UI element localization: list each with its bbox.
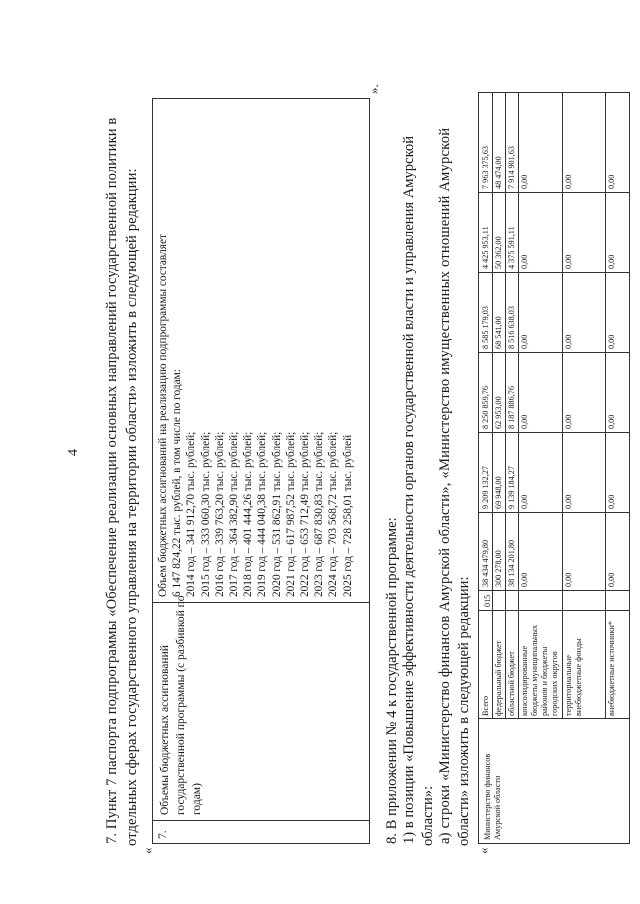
table-cell: 0,00 (520, 174, 529, 189)
funding-line: 2015 год – 333 060,30 тыс. рублей; (199, 431, 212, 597)
funding-line: 2017 год – 364 382,90 тыс. рублей; (228, 431, 241, 597)
table-divider (518, 93, 519, 719)
table-cell: 7 914 901,63 (507, 146, 516, 189)
quote-open: « (476, 847, 491, 854)
table-cell: 0,00 (564, 572, 573, 587)
funding-line: Объем бюджетных ассигнований на реализацию подпрограммы составляет (157, 234, 169, 597)
table-cell: 8 187 886,76 (507, 386, 516, 429)
quote-close: ». (366, 84, 381, 94)
table-divider (562, 93, 563, 719)
section7-heading-line2: отдельных сферах государственного управления на территории области» изложить в следующей редакции: (124, 168, 140, 846)
section8-itema-line2: области» изложить в следующей редакции: (456, 576, 472, 846)
table-divider (505, 93, 506, 719)
table-divider (479, 192, 629, 193)
funding-line: 2023 год – 687 830,83 тыс. рублей; (313, 431, 326, 597)
org-name: Министерство финансов Амурской области (483, 753, 502, 840)
table-row-label: консолидированные бюджеты муниципальных районов и бюджеты городских округов (520, 624, 559, 716)
finance-table (478, 92, 630, 844)
row-number: 7. (157, 830, 169, 839)
table-cell: 0,00 (564, 334, 573, 349)
funding-line: 2025 год – 728 258,01 тыс. рублей (341, 434, 354, 597)
funding-line: 2014 год – 341 912,70 тыс. рублей; (185, 431, 198, 597)
table-row-label: Всего (481, 695, 490, 716)
table-cell: 68 541,00 (494, 316, 503, 349)
budget-code: 015 (483, 594, 492, 607)
quote-open: « (140, 847, 155, 854)
table-cell: 69 948,00 (494, 476, 503, 509)
table-cell: 62 953,00 (494, 396, 503, 429)
table-cell: 8 585 179,03 (481, 306, 490, 349)
table-cell: 0,00 (520, 414, 529, 429)
table-cell: 0,00 (607, 254, 616, 269)
funding-line: 2021 год – 617 987,52 тыс. рублей; (284, 431, 297, 597)
row-label: Объемы бюджетных ассигнований государственной программы (с разбивкой по годам) (159, 595, 203, 815)
section8-item1-line2: области»: (420, 785, 436, 846)
funding-line: 2019 год – 444 040,38 тыс. рублей; (256, 431, 269, 597)
table-divider (153, 820, 369, 821)
table-cell: 0,00 (564, 174, 573, 189)
table-divider (479, 432, 629, 433)
table-cell: 0,00 (607, 414, 616, 429)
table-cell: 48 474,00 (494, 156, 503, 189)
funding-line: 6 147 824,22 тыс. рублей, в том числе по годам: (171, 369, 184, 597)
table-cell: 7 963 375,63 (481, 146, 490, 189)
table-cell: 8 516 638,03 (507, 306, 516, 349)
funding-line: 2024 год – 703 568,72 тыс. рублей; (327, 431, 340, 597)
section8-heading: 8. В приложении № 4 к государственной программе: (384, 517, 400, 844)
table-cell: 0,00 (520, 254, 529, 269)
table-cell: 0,00 (520, 494, 529, 509)
table-cell: 9 139 184,27 (507, 466, 516, 509)
table-row-label: внебюджетные источники* (607, 621, 616, 716)
section8-item1-line1: 1) в позиции «Повышение эффективности деятельности органов государственной власти и управления Амурской (401, 135, 417, 844)
table-divider (479, 352, 629, 353)
funding-line: 2016 год – 339 763,20 тыс. рублей; (213, 431, 226, 597)
table-cell: 50 362,00 (494, 236, 503, 269)
table-divider (492, 93, 493, 719)
page-number: 4 (66, 449, 81, 456)
funding-content (156, 234, 355, 597)
table-divider (479, 590, 629, 591)
table-cell: 0,00 (607, 494, 616, 509)
table-cell: 0,00 (607, 334, 616, 349)
table-cell: 38 134 201,80 (507, 539, 516, 587)
funding-line: 2022 год – 653 712,49 тыс. рублей; (299, 431, 312, 597)
table-cell: 0,00 (520, 334, 529, 349)
funding-line: 2020 год – 531 862,91 тыс. рублей; (270, 431, 283, 597)
table-divider (479, 718, 629, 719)
table-cell: 0,00 (607, 572, 616, 587)
table-cell: 0,00 (607, 174, 616, 189)
funding-line: 2018 год – 401 444,26 тыс. рублей; (242, 431, 255, 597)
section7-heading-line1: 7. Пункт 7 паспорта подпрограммы «Обеспечение реализации основных направлений государственной политики в (104, 117, 120, 844)
table-cell: 4 375 591,11 (507, 226, 516, 269)
table-row-label: территориальные внебюджетные фонды (564, 638, 583, 716)
table-cell: 9 209 132,27 (481, 466, 490, 509)
section8-itema-line1: а) строки «Министерство финансов Амурской области», «Министерство имущественных отношений Амурской (437, 127, 453, 844)
table-row-label: федеральный бюджет (494, 640, 503, 716)
table-divider (479, 610, 629, 611)
table-cell: 8 250 859,76 (481, 386, 490, 429)
table-divider (479, 272, 629, 273)
table-cell: 4 425 953,11 (481, 226, 490, 269)
table-cell: 0,00 (564, 254, 573, 269)
table-cell: 0,00 (564, 414, 573, 429)
table-cell: 38 434 479,80 (481, 539, 490, 587)
table-cell: 0,00 (564, 494, 573, 509)
table-divider (605, 93, 606, 719)
table-cell: 300 278,00 (494, 550, 503, 587)
passport-table (152, 98, 370, 844)
table-divider (479, 512, 629, 513)
table-row-label: областной бюджет (507, 651, 516, 716)
table-cell: 0,00 (520, 572, 529, 587)
